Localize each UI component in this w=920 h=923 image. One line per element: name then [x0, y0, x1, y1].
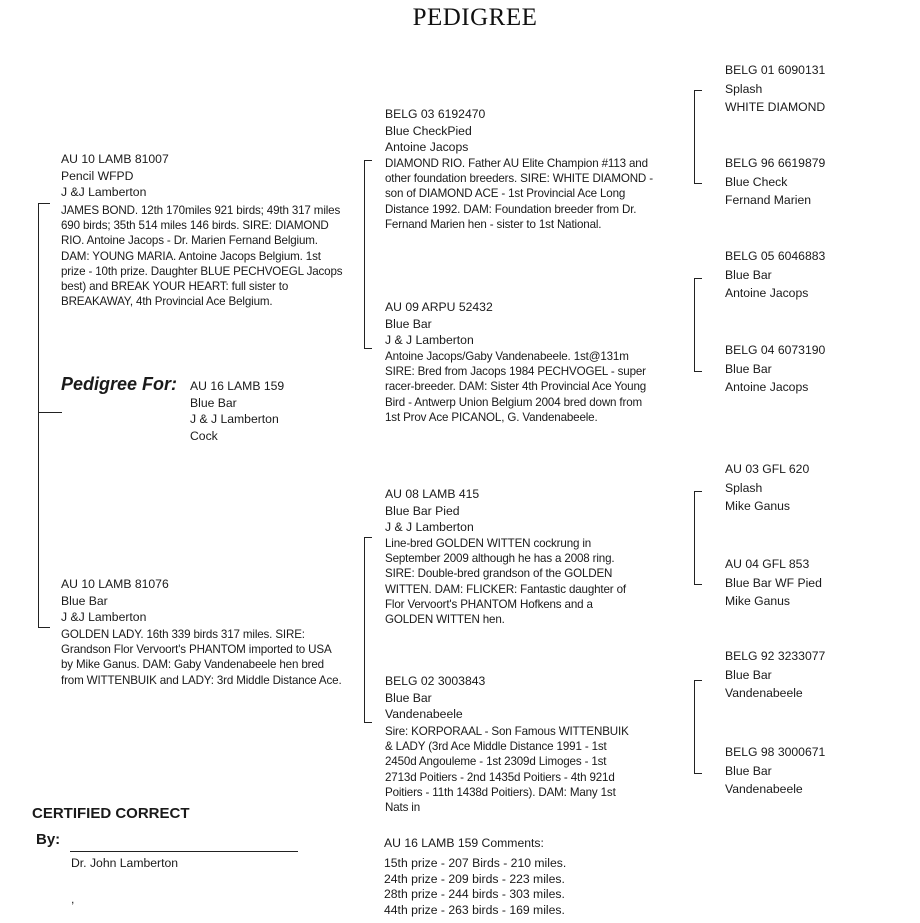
gen3-band: BELG 05 6046883	[725, 249, 826, 263]
sire-description: JAMES BOND. 12th 170miles 921 birds; 49th 317 miles 690 birds; 35th 514 miles 146 birds. SIRE: DIAMOND RIO. Antoine Jacops - Dr. Marien Fernand Belgium. DAM: YOUNG MARIA. Antoine Jacops Belgium. 1st prize - 10th prize. Daughter BLUE PECHVOEGL Jacops best) and BREAK YOUR HEART: full sister to BREAKAWAY, 4th Provincial Ace Belgium.	[61, 204, 343, 309]
gen2-ss-owner: Antoine Jacops	[385, 140, 469, 154]
gen3-band: BELG 98 3000671	[725, 745, 826, 759]
sire-owner: J &J Lamberton	[61, 185, 147, 199]
pedigree-for-band: AU 16 LAMB 159	[190, 379, 285, 393]
gen3-owner: Mike Ganus	[725, 594, 791, 608]
gen3-color: Splash	[725, 81, 763, 96]
pedigree-for-sex: Cock	[190, 428, 218, 443]
gen3-color: Splash	[725, 480, 763, 495]
gen3-entry	[725, 460, 809, 516]
gen3-band: BELG 04 6073190	[725, 343, 826, 357]
gen3-band: AU 03 GFL 620	[725, 462, 810, 476]
gen3-owner: Mike Ganus	[725, 499, 791, 513]
comment-line: 24th prize - 209 birds - 223 miles.	[384, 871, 565, 886]
gen3-entry	[725, 743, 825, 799]
gen3-color: Blue Bar WF Pied	[725, 575, 822, 590]
gen3-owner: Vandenabeele	[725, 782, 803, 796]
gen3-color: Blue Bar	[725, 267, 772, 282]
gen2-ds-color: Blue Bar Pied	[385, 503, 460, 518]
gen2-ds-band: AU 08 LAMB 415	[385, 487, 480, 501]
comment-line: 15th prize - 207 Birds - 210 miles.	[384, 856, 567, 870]
gen3-owner: Antoine Jacops	[725, 286, 809, 300]
gen3-entry	[725, 61, 825, 117]
comment-line: 28th prize - 244 birds - 303 miles.	[384, 887, 565, 901]
gen3-entry	[725, 154, 825, 210]
gen3-color: Blue Bar	[725, 667, 772, 682]
gen2-dd-owner: Vandenabeele	[385, 707, 463, 721]
dam-header	[61, 576, 169, 626]
gen2-sd-owner: J & J Lamberton	[385, 333, 474, 347]
certifier-extra: ,	[71, 892, 75, 906]
gen3-owner: Antoine Jacops	[725, 380, 809, 394]
gen2-sd-color: Blue Bar	[385, 316, 432, 331]
signature-line	[70, 851, 298, 852]
pedigree-for-header	[190, 378, 284, 444]
gen3-color: Blue Bar	[725, 763, 772, 778]
gen2-sd-description: Antoine Jacops/Gaby Vandenabeele. 1st@131m SIRE: Bred from Jacops 1984 PECHVOGEL - super racer-breeder. DAM: Sister 4th Provincial Ace Young Bird - Antwerp Union Belgium 2004 bred down from 1st Prov Ace PICANOL, G. Vandenabeele.	[385, 350, 647, 424]
certified-correct-heading: CERTIFIED CORRECT	[32, 805, 190, 822]
gen3-owner: Vandenabeele	[725, 686, 803, 700]
gen2-ss-color: Blue CheckPied	[385, 123, 472, 138]
gen2-ds-description: Line-bred GOLDEN WITTEN cockrung in September 2009 although he has a 2008 ring. SIRE: Double-bred grandson of the GOLDEN WITTEN. DAM: FLICKER: Fantastic daughter of Flor Vervoort's PHANTOM Hofkens and a GOLDEN WITTEN hen.	[385, 537, 626, 627]
pedigree-for-owner: J & J Lamberton	[190, 412, 279, 426]
dam-band: AU 10 LAMB 81076	[61, 577, 169, 591]
sire-band: AU 10 LAMB 81007	[61, 152, 169, 166]
gen3-band: BELG 92 3233077	[725, 649, 826, 663]
gen2-dd-color: Blue Bar	[385, 690, 432, 705]
gen3-entry	[725, 555, 822, 611]
pedigree-for-color: Blue Bar	[190, 395, 237, 410]
gen2-dd-description: Sire: KORPORAAL - Son Famous WITTENBUIK & LADY (3rd Ace Middle Distance 1991 - 1st 2450d Angouleme - 1st 2309d Limoges - 1st 2713d Poitiers - 2nd 1435d Poitiers - 4th 921d Poitiers - 11th 1438d Poitiers). DAM: Many 1st Nats in	[385, 725, 629, 815]
gen3-color: Blue Check	[725, 174, 788, 189]
gen2-dd-band: BELG 02 3003843	[385, 674, 486, 688]
gen3-entry	[725, 647, 825, 703]
gen3-entry	[725, 341, 825, 397]
dam-description: GOLDEN LADY. 16th 339 birds 317 miles. SIRE: Grandson Flor Vervoort's PHANTOM imported to USA by Mike Ganus. DAM: Gaby Vandenabeele hen bred from WITTENBUIK and LADY: 3rd Middle Distance Ace.	[61, 628, 342, 687]
gen2-ss-header	[385, 106, 485, 156]
sire-header	[61, 151, 169, 201]
pedigree-for-label: Pedigree For:	[61, 374, 178, 394]
comments-list	[384, 856, 566, 918]
gen3-entry	[725, 247, 825, 303]
gen3-owner: Fernand Marien	[725, 193, 812, 207]
gen2-ds-owner: J & J Lamberton	[385, 520, 474, 534]
by-label: By:	[36, 831, 61, 848]
dam-owner: J &J Lamberton	[61, 610, 147, 624]
gen2-sd-band: AU 09 ARPU 52432	[385, 300, 493, 314]
gen3-band: BELG 96 6619879	[725, 156, 826, 170]
gen3-band: AU 04 GFL 853	[725, 557, 810, 571]
gen2-ss-description: DIAMOND RIO. Father AU Elite Champion #113 and other foundation breeders. SIRE: WHITE DIAMOND - son of DIAMOND ACE - 1st Provincial Ace Long Distance 1992. DAM: Foundation breeder from Dr. Fernand Marien hen - sister to 1st National.	[385, 157, 653, 231]
gen3-color: Blue Bar	[725, 361, 772, 376]
gen2-dd-header	[385, 673, 485, 723]
gen3-band: BELG 01 6090131	[725, 63, 826, 77]
dam-color: Blue Bar	[61, 593, 108, 608]
gen2-sd-header	[385, 299, 493, 349]
comments-heading: AU 16 LAMB 159 Comments:	[384, 836, 544, 850]
certifier-name: Dr. John Lamberton	[71, 856, 179, 870]
gen2-ds-header	[385, 486, 479, 536]
sire-color: Pencil WFPD	[61, 168, 134, 183]
gen3-owner: WHITE DIAMOND	[725, 100, 826, 114]
gen2-ss-band: BELG 03 6192470	[385, 107, 486, 121]
comment-line: 44th prize - 263 birds - 169 miles.	[384, 902, 565, 917]
page-title: PEDIGREE	[412, 4, 538, 31]
